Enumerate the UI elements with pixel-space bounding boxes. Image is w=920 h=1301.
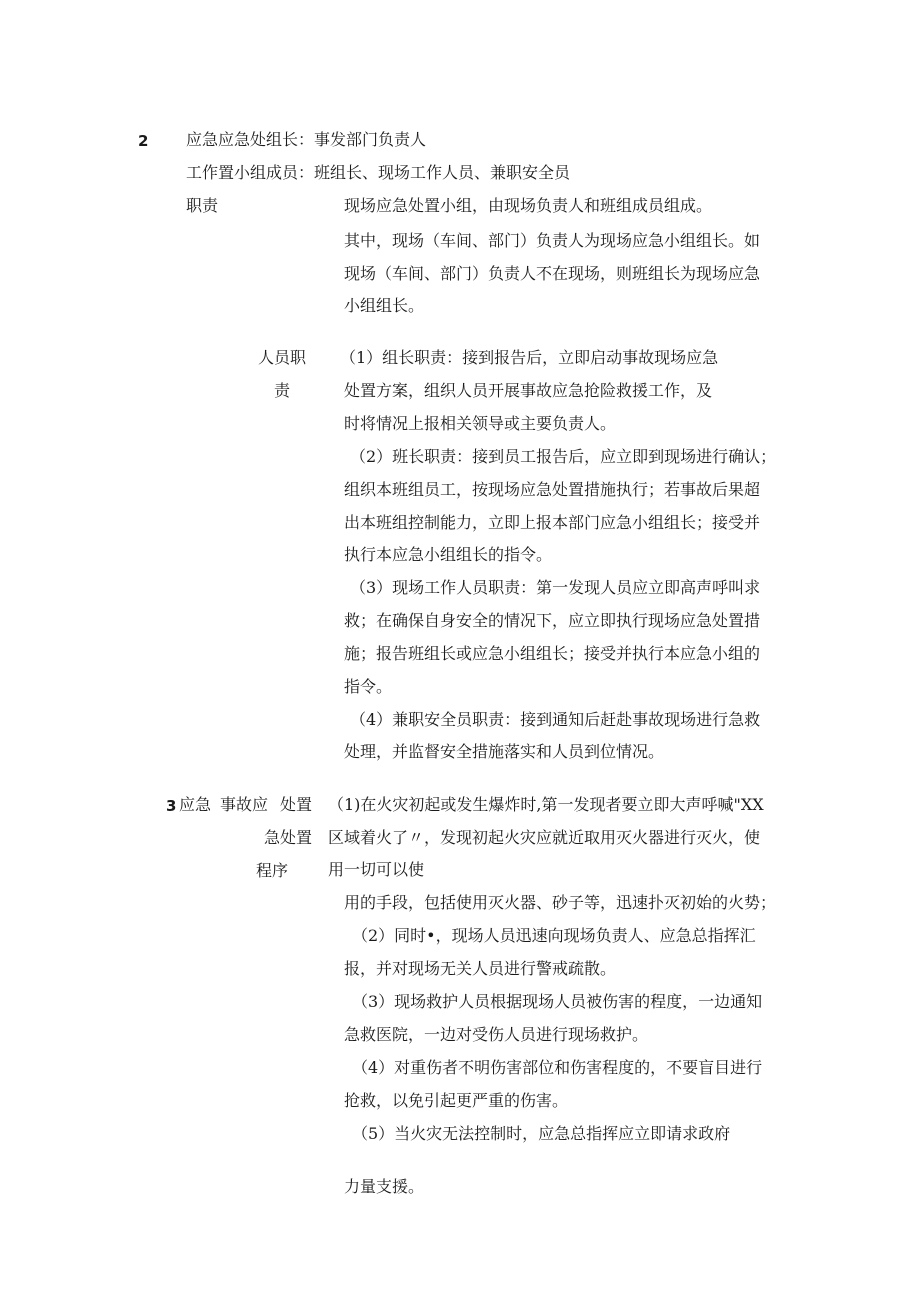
intro-line-3: 现场（车间、部门）负责人不在现场，则班组长为现场应急 — [344, 264, 761, 283]
duty-1-line-2: 处置方案，组织人员开展事故应急抢险救援工作，及 — [344, 381, 713, 400]
step-1-line-3: 用一切可以使 — [328, 860, 425, 879]
section-3-label-a: 应急 — [179, 795, 212, 814]
duty-3-line-4: 指令。 — [344, 677, 393, 696]
duty-3-line-3: 施；报告班组长或应急小组组长；接受并执行本应急小组的 — [344, 644, 761, 663]
step-4-line-1: （4）对重伤者不明伤害部位和伤害程度的，不要盲目进行 — [352, 1058, 763, 1077]
personnel-duty-label-2: 责 — [274, 381, 291, 400]
duty-4-line-1: （4）兼职安全员职责：接到通知后赶赴事故现场进行急救 — [350, 710, 761, 729]
duty-1-line-3: 时将情况上报相关领导或主要负责人。 — [344, 414, 617, 433]
section-3-label-c: 处置 — [280, 795, 313, 814]
step-2-line-1: （2）同时•，现场人员迅速向现场负责人、应急总指挥汇 — [352, 926, 756, 945]
duty-3-line-1: （3）现场工作人员职责：第一发现人员应立即高声呼叫求 — [350, 578, 761, 597]
intro-line-4: 小组组长。 — [344, 296, 425, 315]
section-3-number: 3 — [166, 797, 177, 815]
step-3-line-1: （3）现场救护人员根据现场人员被伤害的程度，一边通知 — [352, 992, 763, 1011]
step-1-line-1: （1)在火灾初起或发生爆炸时,第一发现者要立即大声呼喊"XX — [328, 795, 764, 814]
step-5-line-2: 力量支援。 — [344, 1177, 425, 1196]
step-1-line-4: 用的手段，包括使用灭火器、砂子等，迅速扑灭初始的火势； — [344, 893, 777, 912]
section-2-members-line: 工作置小组成员：班组长、现场工作人员、兼职安全员 — [186, 163, 571, 182]
intro-line-2: 其中，现场（车间、部门）负责人为现场应急小组组长。如 — [344, 231, 761, 250]
section-2-number: 2 — [138, 132, 149, 150]
step-5-line-1: （5）当火灾无法控制时，应急总指挥应立即请求政府 — [352, 1124, 731, 1143]
duty-2-line-1: （2）班长职责：接到员工报告后，应立即到现场进行确认； — [350, 447, 777, 466]
duty-4-line-2: 处理，并监督安全措施落实和人员到位情况。 — [344, 742, 665, 761]
duty-1-line-1: （1）组长职责：接到报告后，立即启动事故现场应急 — [340, 348, 719, 367]
duty-3-line-2: 救；在确保自身安全的情况下，应立即执行现场应急处置措 — [344, 611, 761, 630]
step-4-line-2: 抢救，以免引起更严重的伤害。 — [344, 1091, 569, 1110]
section-2-duty-label: 职责 — [186, 196, 219, 215]
duty-2-line-3: 出本班组控制能力，立即上报本部门应急小组组长；接受并 — [344, 513, 761, 532]
personnel-duty-label-1: 人员职 — [258, 348, 307, 367]
section-3-label-e: 程序 — [256, 861, 289, 880]
section-3-label-b: 事故应 — [220, 795, 269, 814]
intro-line-1: 现场应急处置小组，由现场负责人和班组成员组成。 — [344, 196, 713, 215]
step-3-line-2: 急救医院，一边对受伤人员进行现场救护。 — [344, 1025, 649, 1044]
duty-2-line-2: 组织本班组员工，按现场应急处置措施执行；若事故后果超 — [344, 480, 761, 499]
duty-2-line-4: 执行本应急小组组长的指令。 — [344, 545, 553, 564]
step-2-line-2: 报，并对现场无关人员进行警戒疏散。 — [344, 959, 617, 978]
section-3-label-d: 急处置 — [264, 828, 313, 847]
step-1-line-2: 区域着火了〃，发现初起火灾应就近取用灭火器进行灭火，使 — [328, 828, 761, 847]
section-2-leader-line: 应急应急处组长：事发部门负责人 — [186, 130, 427, 149]
